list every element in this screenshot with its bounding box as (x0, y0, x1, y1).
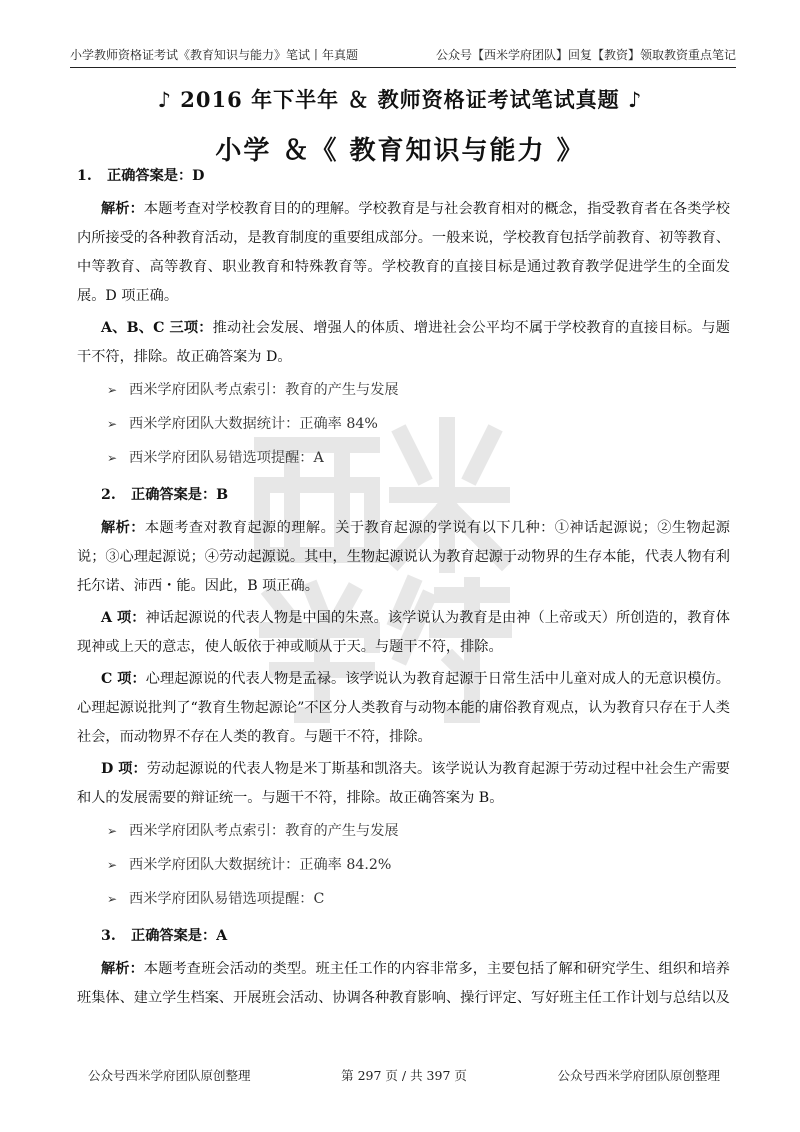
arrow-icon: ➢ (107, 383, 118, 397)
footer-right: 公众号西米学府团队原创整理 (557, 1068, 720, 1083)
option-text: 神话起源说的代表人物是中国的朱熹。该学说认为教育是由神（上帝或天）所创造的，教育体现神或上天的意志，使人皈依于神或顺从于天。与题干不符，排除。 (77, 610, 730, 655)
tip-item: ➢ 西米学府团队大数据统计：正确率 84.2% (77, 851, 730, 880)
analysis-label: 解析： (101, 961, 144, 977)
page-title: ♪ 2016 年下半年 ＆ 教师资格证考试笔试真题 ♪ (157, 87, 643, 112)
option-text: 推动社会发展、增强人的体质、增进社会公平均不属于学校教育的直接目标。与题干不符，排除。故正确答案为 D。 (77, 320, 730, 365)
option-paragraph (77, 604, 730, 662)
analysis-paragraph (77, 195, 730, 311)
option-label: D 项： (101, 761, 147, 777)
question-header (77, 922, 730, 951)
footer-left: 公众号西米学府团队原创整理 (88, 1068, 251, 1083)
arrow-icon: ➢ (107, 858, 118, 872)
page-subtitle: 小学 ＆《 教育知识与能力 》 (215, 136, 585, 166)
option-label: A、B、C 三项： (101, 320, 213, 336)
correct-answer: 正确答案是：D (107, 168, 205, 184)
option-paragraph (77, 665, 730, 752)
document-body (77, 162, 730, 1016)
question-1 (77, 162, 730, 473)
tip-item: ➢ 西米学府团队大数据统计：正确率 84% (77, 410, 730, 439)
question-number: 3. (101, 928, 116, 944)
analysis-text: 本题考查对学校教育目的的理解。学校教育是与社会教育相对的概念，指受教育者在各类学校内所接受的各种教育活动，是教育制度的重要组成部分。一般来说，学校教育包括学前教育、初等教育、中等教育、高等教育、职业教育和特殊教育等。学校教育的直接目标是通过教育教学促进学生的全面发展。D 项正确。 (77, 201, 730, 304)
analysis-label: 解析： (101, 520, 145, 536)
correct-answer: 正确答案是：B (131, 487, 229, 503)
arrow-icon: ➢ (107, 892, 118, 906)
question-3 (77, 922, 730, 1013)
analysis-text: 本题考查班会活动的类型。班主任工作的内容非常多，主要包括了解和研究学生、组织和培养班集体、建立学生档案、开展班会活动、协调各种教育影响、操行评定、写好班主任工作计划与总结以及 (77, 961, 730, 1006)
page-footer (88, 1066, 720, 1084)
question-2 (77, 481, 730, 914)
page-number: 第 297 页 / 共 397 页 (341, 1068, 467, 1083)
arrow-icon: ➢ (107, 451, 118, 465)
option-text: 劳动起源说的代表人物是米丁斯基和凯洛夫。该学说认为教育起源于劳动过程中社会生产需要和人的发展需要的辩证统一。与题干不符，排除。故正确答案为 B。 (77, 761, 730, 806)
option-paragraph (77, 755, 730, 813)
tip-item: ➢ 西米学府团队易错选项提醒：C (77, 885, 730, 914)
question-header (77, 481, 730, 510)
option-label: C 项： (101, 671, 146, 687)
question-header (77, 162, 730, 191)
tip-item: ➢ 西米学府团队易错选项提醒：A (77, 444, 730, 473)
analysis-paragraph (77, 514, 730, 601)
option-label: A 项： (101, 610, 146, 626)
analysis-text: 本题考查对教育起源的理解。关于教育起源的学说有以下几种：①神话起源说；②生物起源说；③心理起源说；④劳动起源说。其中，生物起源说认为教育起源于动物界的生存本能，代表人物有利托尔诺、沛西・能。因此，B 项正确。 (77, 520, 730, 594)
option-paragraph (77, 314, 730, 372)
option-text: 心理起源说的代表人物是孟禄。该学说认为教育起源于日常生活中儿童对成人的无意识模仿。心理起源说批判了“教育生物起源论”不区分人类教育与动物本能的庸俗教育观点，认为教育只存在于人类社会，而动物界不存在人类的教育。与题干不符，排除。 (77, 671, 730, 745)
analysis-paragraph (77, 955, 730, 1013)
tip-list (77, 376, 730, 473)
question-number: 1. (77, 168, 92, 184)
tip-item: ➢ 西米学府团队考点索引：教育的产生与发展 (77, 376, 730, 405)
correct-answer: 正确答案是：A (131, 928, 228, 944)
tip-item: ➢ 西米学府团队考点索引：教育的产生与发展 (77, 817, 730, 846)
arrow-icon: ➢ (107, 417, 118, 431)
analysis-label: 解析： (101, 201, 144, 217)
header-right: 公众号【西米学府团队】回复【教资】领取教资重点笔记 (435, 47, 736, 62)
header-left: 小学教师资格证考试《教育知识与能力》笔试丨年真题 (70, 47, 359, 62)
question-number: 2. (101, 487, 116, 503)
arrow-icon: ➢ (107, 824, 118, 838)
tip-list (77, 817, 730, 914)
page-header (70, 45, 736, 68)
